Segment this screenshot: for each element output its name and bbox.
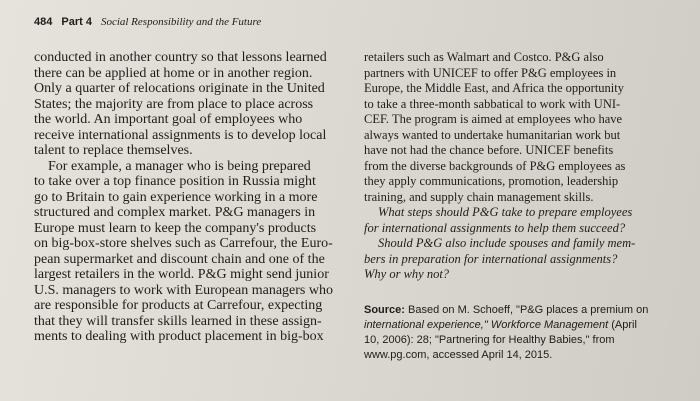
text-line: partners with UNICEF to offer P&G employees in bbox=[364, 65, 617, 80]
source-italic-text: international experience," Workforce Management bbox=[364, 318, 609, 331]
page-number: 484 bbox=[34, 16, 53, 28]
text-line: that they will transfer skills learned in these assign- bbox=[34, 313, 322, 329]
section-title: Social Responsibility and the Future bbox=[100, 16, 262, 28]
question-line: Should P&G also include spouses and family mem- bbox=[378, 236, 636, 250]
text-line: U.S. managers to work with European managers who bbox=[34, 282, 333, 298]
source-line bbox=[364, 318, 664, 333]
question-line: Why or why not? bbox=[364, 267, 450, 281]
text-line: on big-box-store shelves such as Carrefour, the Euro- bbox=[34, 236, 333, 251]
source-text: Based on M. Schoeff, "P&G places a premium on bbox=[408, 303, 649, 316]
source-citation bbox=[364, 303, 664, 363]
text-line: retailers such as Walmart and Costco. P&G also bbox=[364, 50, 604, 64]
text-line: receive international assignments is to develop local bbox=[34, 127, 327, 143]
source-label: Source: bbox=[364, 303, 405, 316]
text-line: For example, a manager who is being prepared bbox=[48, 158, 311, 174]
text-line: largest retailers in the world. P&G might send junior bbox=[34, 267, 329, 282]
source-line: www.pg.com, accessed April 14, 2015. bbox=[364, 348, 553, 361]
question-line: for international assignments to help them succeed? bbox=[364, 220, 626, 235]
source-line bbox=[364, 303, 664, 318]
text-line: pean supermarket and discount chain and one of the bbox=[34, 251, 325, 267]
question-line: What steps should P&G take to prepare employees bbox=[378, 205, 633, 219]
text-line: the world. An important goal of employees who bbox=[34, 112, 303, 127]
text-line: ments to dealing with product placement in big-box bbox=[34, 329, 324, 344]
paragraph-2 bbox=[34, 159, 364, 345]
text-line: go to Britain to gain experience working in a more bbox=[34, 189, 318, 205]
text-line: CEF. The program is aimed at employees who have bbox=[364, 112, 623, 126]
text-line: structured and complex market. P&G managers in bbox=[34, 205, 316, 220]
text-line: States; the majority are from place to place across bbox=[34, 96, 314, 112]
paragraph-continued bbox=[364, 50, 664, 205]
text-line: Europe must learn to keep the company's products bbox=[34, 220, 317, 236]
text-line: to take over a top finance position in Russia might bbox=[34, 174, 316, 189]
text-line: talent to replace themselves. bbox=[34, 143, 193, 158]
question-line: bers in preparation for international assignments? bbox=[364, 251, 618, 266]
source-text: (April bbox=[608, 318, 637, 331]
text-line: always wanted to undertake humanitarian work but bbox=[364, 127, 621, 142]
text-line: conducted in another country so that lessons learned bbox=[34, 50, 327, 65]
discussion-questions bbox=[364, 205, 664, 283]
text-line: Europe, the Middle East, and Africa the opportunity bbox=[364, 81, 625, 95]
paragraph-1 bbox=[34, 50, 364, 159]
text-line: they apply communications, promotion, leadership bbox=[364, 174, 619, 188]
text-line: from the diverse backgrounds of P&G employees as bbox=[364, 158, 626, 173]
text-line: there can be applied at home or in another region. bbox=[34, 65, 313, 81]
text-line: have not had the chance before. UNICEF benefits bbox=[364, 143, 614, 157]
running-header bbox=[34, 14, 261, 29]
text-line: to take a three-month sabbatical to work with UNI- bbox=[364, 96, 621, 111]
text-line: Only a quarter of relocations originate in the United bbox=[34, 81, 325, 96]
text-line: training, and supply chain management skills. bbox=[364, 189, 594, 204]
text-line: are responsible for products at Carrefour, expecting bbox=[34, 298, 323, 313]
left-column bbox=[34, 50, 364, 345]
right-column bbox=[364, 50, 664, 363]
part-label: Part 4 bbox=[61, 16, 92, 28]
source-line: 10, 2006): 28; "Partnering for Healthy Babies," from bbox=[364, 333, 615, 346]
